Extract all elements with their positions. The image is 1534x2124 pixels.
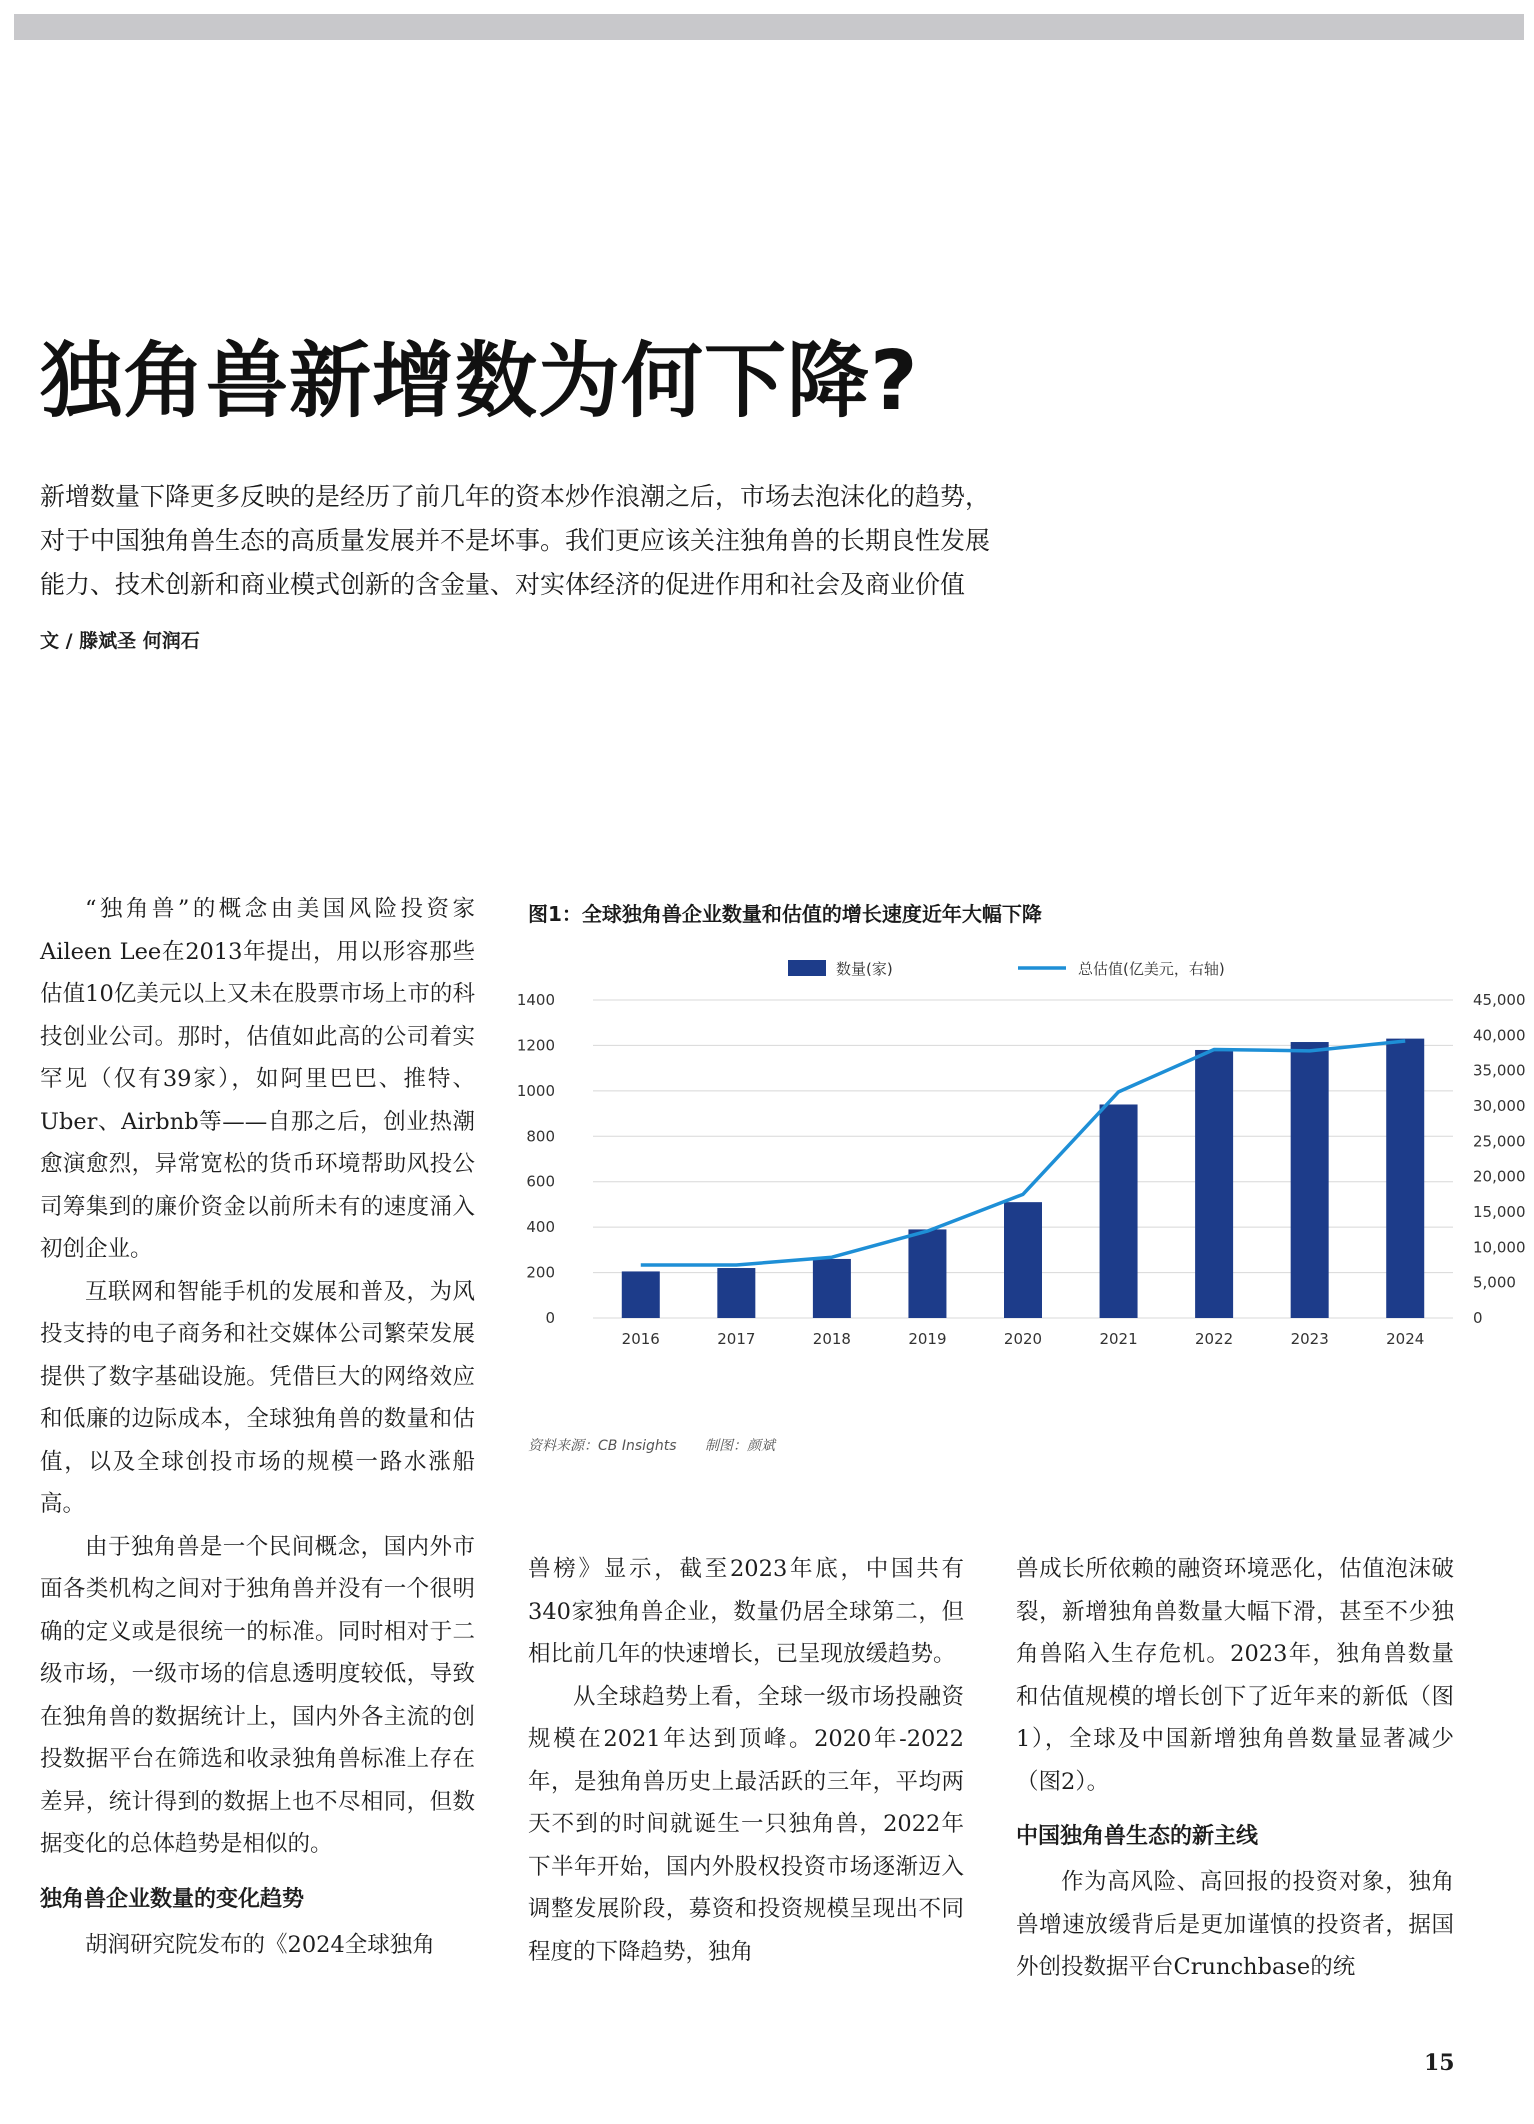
y-right-tick-label: 30,000 <box>1473 1097 1526 1115</box>
text-column-3 <box>1016 1548 1454 1989</box>
byline: 文 / 滕斌圣 何润石 <box>40 630 200 652</box>
legend-label-valuation: 总估值(亿美元，右轴) <box>1078 960 1225 978</box>
top-color-band <box>14 14 1524 40</box>
bar-count-2023 <box>1291 1042 1329 1318</box>
x-tick-label: 2023 <box>1290 1330 1329 1348</box>
x-tick-label: 2020 <box>1003 1330 1043 1348</box>
paragraph: 由于独角兽是一个民间概念，国内外市面各类机构之间对于独角兽并没有一个很明确的定义或是很统一的标准。同时相对于二级市场，一级市场的信息透明度较低，导致在独角兽的数据统计上，国内外各主流的创投数据平台在筛选和收录独角兽标准上存在差异，统计得到的数据上也不尽相同，但数据变化的总体趋势是相似的。 <box>40 1533 475 1857</box>
bar-count-2024 <box>1386 1039 1424 1318</box>
y-right-tick-label: 10,000 <box>1473 1238 1526 1257</box>
article-title: 独角兽新增数为何下降? <box>40 334 919 429</box>
y-left-tick-label: 600 <box>526 1172 555 1191</box>
paragraph: 从全球趋势上看，全球一级市场投融资规模在2021年达到顶峰。2020年-2022年，是独角兽历史上最活跃的三年，平均两天不到的时间就诞生一只独角兽，2022年下半年开始，国内外股权投资市场逐渐迈入调整发展阶段，募资和投资规模呈现出不同程度的下降趋势，独角 <box>528 1683 964 1965</box>
y-right-tick-label: 45,000 <box>1473 991 1526 1009</box>
bar-count-2020 <box>1004 1202 1042 1318</box>
paragraph: “独角兽”的概念由美国风险投资家Aileen Lee在2013年提出，用以形容那些估值10亿美元以上又未在股票市场上市的科技创业公司。那时，估值如此高的公司着实罕见（仅有39家），如阿里巴巴、推特、Uber、Airbnb等——自那之后，创业热潮愈演愈烈，异常宽松的货币环境帮助风投公司筹集到的廉价资金以前所未有的速度涌入初创企业。 <box>40 896 475 1262</box>
source-note: 资料来源：CB Insights <box>528 1438 677 1454</box>
y-right-tick-label: 40,000 <box>1473 1026 1526 1045</box>
x-tick-label: 2024 <box>1386 1330 1425 1348</box>
lede-line: 新增数量下降更多反映的是经历了前几年的资本炒作浪潮之后，市场去泡沫化的趋势， <box>40 482 991 511</box>
x-tick-label: 2018 <box>812 1330 851 1348</box>
bar-count-2022 <box>1195 1050 1233 1318</box>
section-heading: 独角兽企业数量的变化趋势 <box>40 1886 305 1912</box>
x-tick-label: 2019 <box>908 1330 947 1348</box>
x-tick-label: 2017 <box>717 1330 756 1348</box>
lede-line: 能力、技术创新和商业模式创新的含金量、对实体经济的促进作用和社会及商业价值 <box>40 570 966 599</box>
paragraph: 作为高风险、高回报的投资对象，独角兽增速放缓背后是更加谨慎的投资者，据国外创投数据平台Crunchbase的统 <box>1016 1869 1454 1980</box>
unicorn-chart <box>516 940 1526 1440</box>
y-right-tick-label: 15,000 <box>1473 1203 1526 1221</box>
y-right-tick-label: 5,000 <box>1473 1273 1516 1292</box>
page-number: 15 <box>1424 2050 1455 2076</box>
y-left-tick-label: 1000 <box>516 1081 555 1100</box>
bar-count-2021 <box>1100 1104 1138 1318</box>
text-column-2 <box>528 1548 964 1973</box>
y-left-tick-label: 200 <box>526 1263 555 1282</box>
paragraph: 胡润研究院发布的《2024全球独角 <box>85 1931 435 1958</box>
x-tick-label: 2021 <box>1099 1330 1138 1348</box>
paragraph: 兽成长所依赖的融资环境恶化，估值泡沫破裂，新增独角兽数量大幅下滑，甚至不少独角兽陷入生存危机。2023年，独角兽数量和估值规模的增长创下了近年来的新低（图1），全球及中国新增独角兽数量显著减少（图2）。 <box>1016 1556 1454 1795</box>
paragraph: 互联网和智能手机的发展和普及，为风投支持的电子商务和社交媒体公司繁荣发展提供了数字基础设施。凭借巨大的网络效应和低廉的边际成本，全球独角兽的数量和估值，以及全球创投市场的规模一路水涨船高。 <box>40 1278 475 1517</box>
y-left-tick-label: 400 <box>526 1218 555 1237</box>
y-left-tick-label: 1400 <box>516 991 555 1009</box>
y-left-tick-label: 800 <box>526 1127 555 1146</box>
article-lede <box>40 475 1120 607</box>
lede-line: 对于中国独角兽生态的高质量发展并不是坏事。我们更应该关注独角兽的长期良性发展 <box>40 526 991 555</box>
text-column-1 <box>40 888 475 1966</box>
y-right-tick-label: 20,000 <box>1473 1167 1526 1186</box>
y-right-tick-label: 0 <box>1473 1309 1483 1327</box>
bar-count-2016 <box>622 1271 660 1318</box>
paragraph: 兽榜》显示，截至2023年底，中国共有340家独角兽企业，数量仍居全球第二，但相比前几年的快速增长，已呈现放缓趋势。 <box>528 1556 964 1667</box>
y-left-tick-label: 1200 <box>516 1036 555 1055</box>
section-heading: 中国独角兽生态的新主线 <box>1016 1824 1259 1849</box>
x-tick-label: 2022 <box>1195 1330 1234 1348</box>
figure-source <box>528 1435 799 1455</box>
credit-note: 制图：颜斌 <box>705 1438 776 1454</box>
figure-title: 图1：全球独角兽企业数量和估值的增长速度近年大幅下降 <box>528 902 1042 926</box>
bar-count-2018 <box>813 1259 851 1318</box>
legend-swatch-bar <box>788 960 826 976</box>
legend-label-count: 数量(家) <box>836 960 893 978</box>
x-tick-label: 2016 <box>621 1330 660 1348</box>
y-right-tick-label: 35,000 <box>1473 1061 1526 1080</box>
bar-count-2019 <box>908 1229 946 1318</box>
y-left-tick-label: 0 <box>545 1309 555 1327</box>
bar-count-2017 <box>717 1268 755 1318</box>
y-right-tick-label: 25,000 <box>1473 1132 1526 1151</box>
